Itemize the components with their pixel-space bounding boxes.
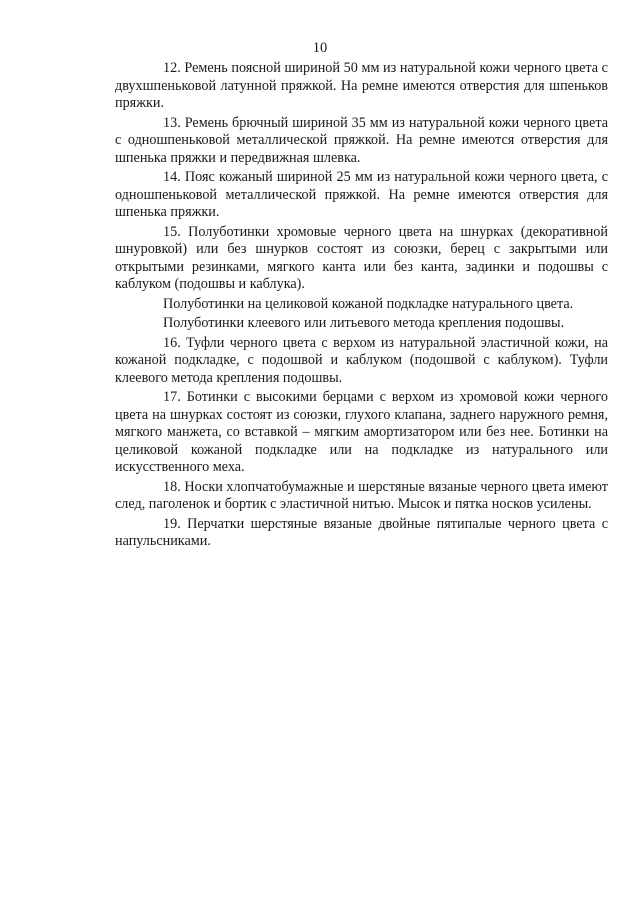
paragraph-item-13: 13. Ремень брючный шириной 35 мм из натуральной кожи черного цвета с одношпеньковой металлической пряжкой. На ремне имеются отверстия для шпенька пряжки и передвижная шлевка. [115,114,608,166]
page-number: 10 [312,40,328,56]
paragraph-item-12: 12. Ремень поясной шириной 50 мм из натуральной кожи черного цвета с двухшпеньковой латунной пряжкой. На ремне имеются отверстия для шпеньков пряжки. [115,60,608,111]
paragraph-item-16: 16. Туфли черного цвета с верхом из натуральной эластичной кожи, на кожаной подкладке, с подошвой и каблуком (подошвой с каблуком). Туфли клеевого метода крепления подошвы. [115,334,608,386]
paragraph-item-18: 18. Носки хлопчатобумажные и шерстяные вязаные черного цвета имеют след, паголенок и бортик с эластичной нитью. Мысок и пятка носков усилены. [115,478,608,512]
paragraph-item-19: 19. Перчатки шерстяные вязаные двойные пятипалые черного цвета с напульсниками. [115,515,608,549]
paragraph-item-17: 17. Ботинки с высокими берцами с верхом из хромовой кожи черного цвета на шнурках состоят из союзки, глухого клапана, заднего наружного ремня, мягкого манжета, со вставкой – мягким амортизатором или без нее. Ботинки на целиковой кожаной подкладке или на подкладке из натурального или искусственного меха. [115,389,608,475]
document-body [115,60,608,553]
paragraph-sole-method-note: Полуботинки клеевого или литьевого метода крепления подошвы. [163,315,565,331]
paragraph-lining-note: Полуботинки на целиковой кожаной подкладке натурального цвета. [163,295,574,312]
paragraph-item-14: 14. Пояс кожаный шириной 25 мм из натуральной кожи черного цвета, с одношпеньковой металлической пряжкой. На ремне имеются отверстия для шпенька пряжки. [115,169,608,220]
paragraph-item-15: 15. Полуботинки хромовые черного цвета на шнурках (декоративной шнуровкой) или без шнурков состоят из союзки, берец с закрытыми или открытыми резинками, мягкого канта или без канта, задинки и подошвы с каблуком (подошвы и каблука). [115,223,608,292]
